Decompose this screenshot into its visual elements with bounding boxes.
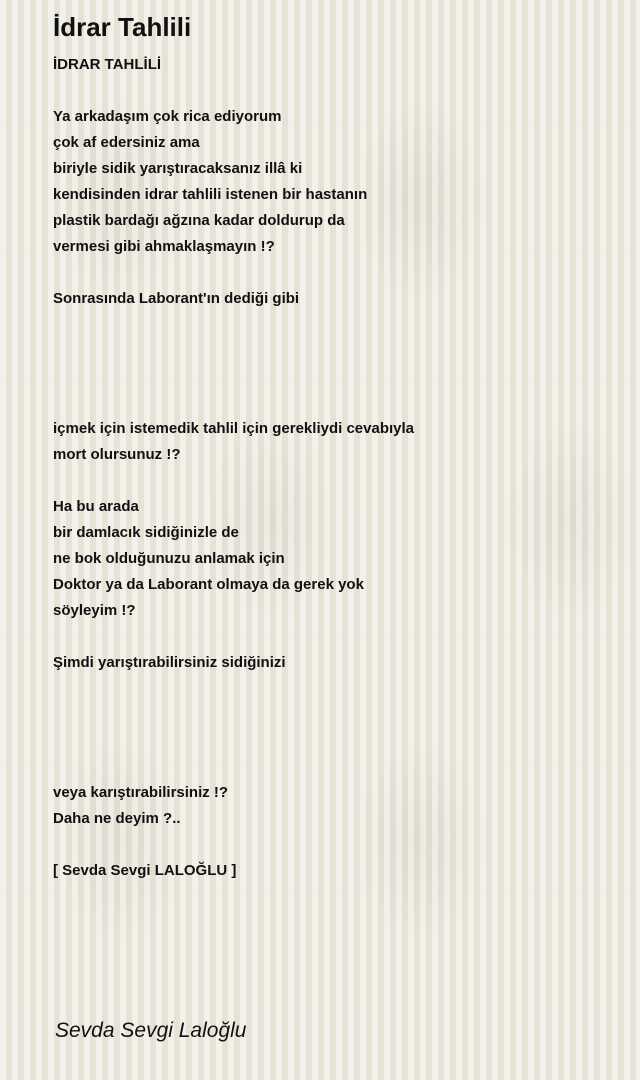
poem-line [53, 832, 613, 858]
poem-line: biriyle sidik yarıştıracaksanız illâ ki [53, 160, 303, 177]
poem-line: vermesi gibi ahmaklaşmayın !? [53, 238, 275, 255]
poem-line [53, 754, 613, 780]
poem-line: Şimdi yarıştırabilirsiniz sidiğinizi [53, 654, 286, 671]
poem-line: çok af edersiniz ama [53, 134, 200, 151]
poem-body [53, 52, 613, 884]
poem-line [53, 702, 613, 728]
poem-line [53, 78, 613, 104]
poem-line: ne bok olduğunuzu anlamak için [53, 550, 285, 567]
poem-line: İDRAR TAHLİLİ [53, 56, 162, 73]
poem-title: İdrar Tahlili [53, 12, 192, 42]
poem-line: plastik bardağı ağzına kadar doldurup da [53, 212, 345, 229]
poem-line: bir damlacık sidiğinizle de [53, 524, 239, 541]
poem-line: Ha bu arada [53, 498, 139, 515]
poem-line [53, 468, 613, 494]
poem-line [53, 624, 613, 650]
poem-line [53, 364, 613, 390]
author-signature: Sevda Sevgi Laloğlu [55, 1019, 247, 1042]
poem-line [53, 390, 613, 416]
poem-line: Sonrasında Laborant'ın dediği gibi [53, 290, 300, 307]
poem-line: veya karıştırabilirsiniz !? [53, 784, 229, 801]
poem-line [53, 312, 613, 338]
poem-line [53, 338, 613, 364]
poem-line [53, 728, 613, 754]
poem-line [53, 260, 613, 286]
poem-line [53, 676, 613, 702]
poem-line: söyleyim !? [53, 602, 136, 619]
poem-line: mort olursunuz !? [53, 446, 181, 463]
poem-line: Ya arkadaşım çok rica ediyorum [53, 108, 282, 125]
poem-line: kendisinden idrar tahlili istenen bir hastanın [53, 186, 368, 203]
poem-line: Daha ne deyim ?.. [53, 810, 181, 827]
poem-line: içmek için istemedik tahlil için gerekliydi cevabıyla [53, 420, 415, 437]
poem-line: Doktor ya da Laborant olmaya da gerek yok [53, 576, 364, 593]
poem-line: [ Sevda Sevgi LALOĞLU ] [53, 862, 237, 879]
